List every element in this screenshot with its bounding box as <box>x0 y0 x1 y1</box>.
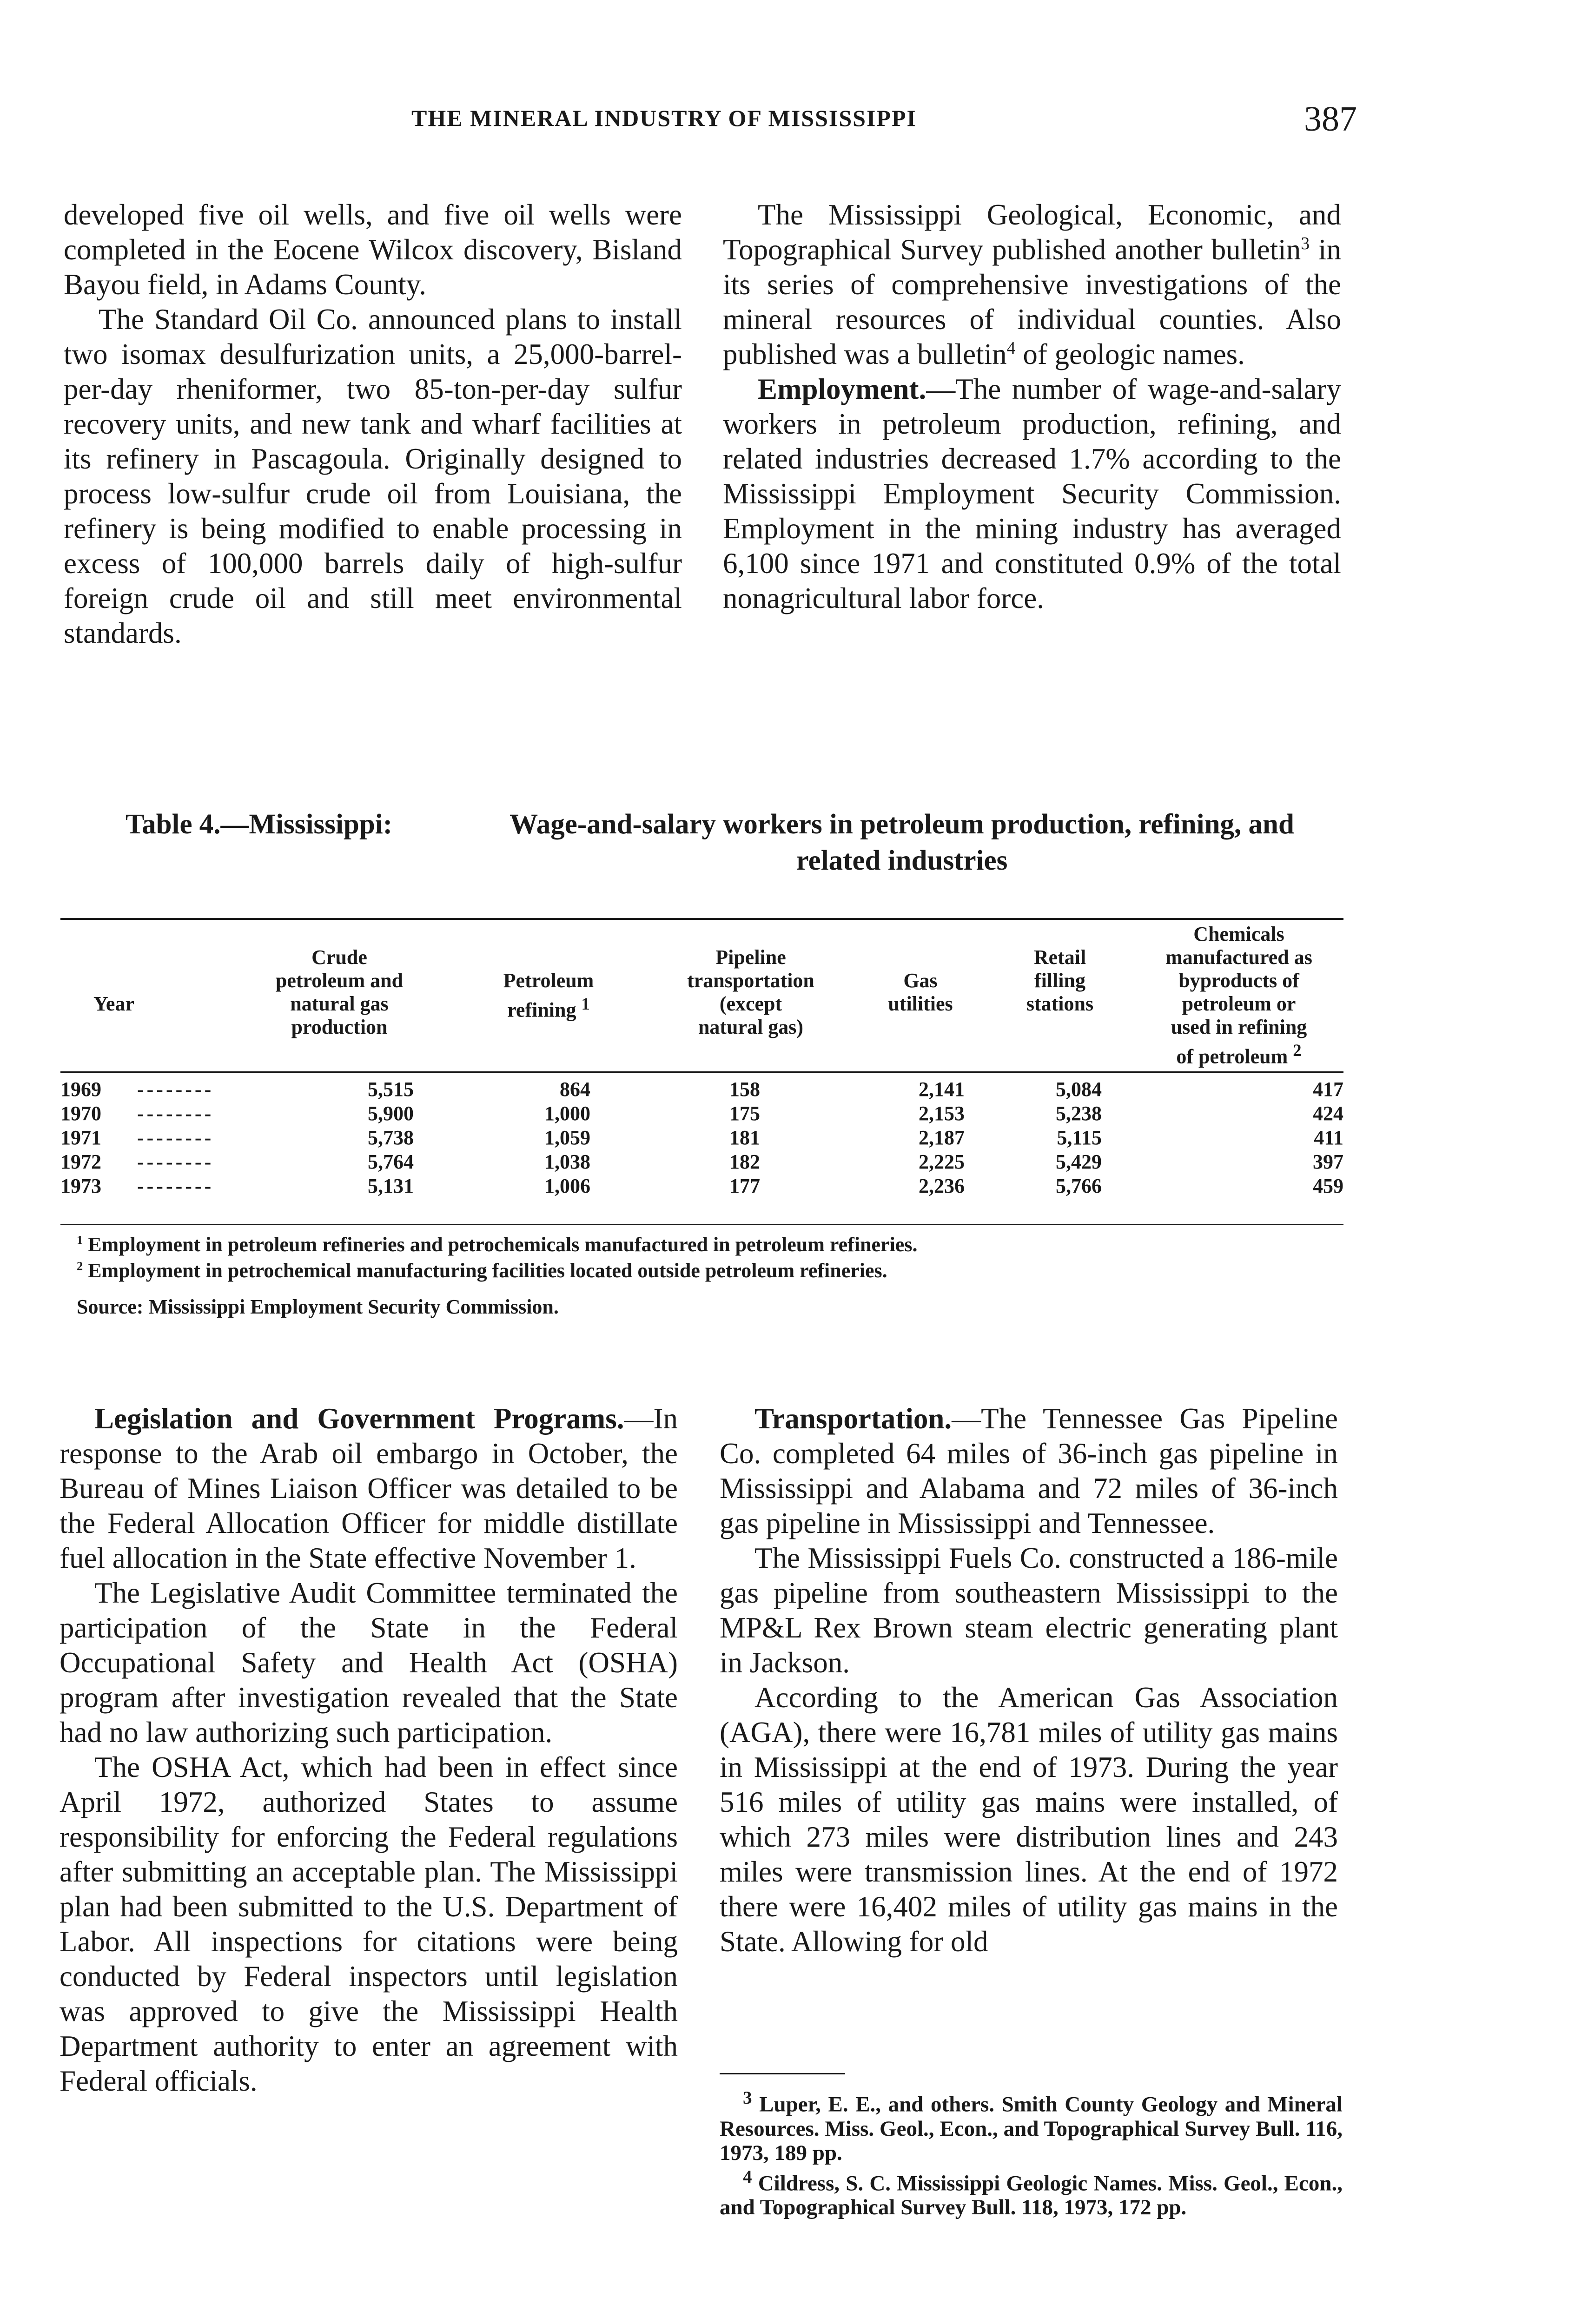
header-text: Crude <box>311 946 367 969</box>
cell-retail: 5,766 <box>1056 1175 1102 1197</box>
text-run: in its series of comprehensive investigations of the mineral resources of individual counties. Also published was a bulletin <box>723 233 1341 370</box>
header-text: used in refining <box>1171 1016 1307 1038</box>
cell-refining: 1,059 <box>544 1126 590 1149</box>
cell-chemicals: 417 <box>1313 1078 1343 1101</box>
table-rule-top <box>60 918 1343 920</box>
paragraph: The Standard Oil Co. announced plans to install two isomax desulfurization units, a 25,000-barrel-per-day rheniformer, two 85-ton-per-day sulfur recovery units, and new tank and wharf facilities at its refinery in Pascagoula. Originally designed to process low-sulfur crude oil from Louisiana, the refinery is being modified to enable processing in excess of 100,000 barrels daily of high-sulfur foreign crude oil and still meet environmental standards. <box>64 303 682 649</box>
header-text: Chemicals <box>1193 923 1284 945</box>
paragraph <box>720 1401 1338 1541</box>
text-run: The Mississippi Geological, Economic, and Topographical Survey published another bulletin <box>723 198 1341 266</box>
paragraph: The Mississippi Fuels Co. constructed a 186-mile gas pipeline from southeastern Mississippi to the MP&L Rex Brown steam electric generating plant in Jackson. <box>720 1542 1338 1679</box>
cell-refining: 1,038 <box>544 1150 590 1173</box>
column-bottom-left <box>60 1401 678 2099</box>
cell-gas: 2,153 <box>919 1102 965 1125</box>
text-run: —The Tennessee Gas Pipeline Co. completed 64 miles of 36-inch gas pipeline in Mississippi and Alabama and 72 miles of 36-inch gas pipeline in Mississippi and Tennessee. <box>720 1402 1338 1539</box>
cell-crude: 5,900 <box>368 1102 414 1125</box>
header-chemicals <box>1134 923 1343 1069</box>
footnote-ref: 3 <box>743 2088 752 2108</box>
header-text: Year <box>93 992 134 1015</box>
cell-pipeline: 182 <box>729 1150 760 1173</box>
header-text: petroleum and <box>275 969 404 992</box>
cell-retail: 5,429 <box>1056 1150 1102 1173</box>
footnote-rule <box>720 2073 845 2074</box>
leader-dots: -------- <box>137 1126 214 1149</box>
header-text: filling <box>1034 969 1086 992</box>
header-text: natural gas <box>290 992 389 1015</box>
column-top-left <box>64 198 682 651</box>
footnote-ref: 1 <box>581 994 590 1013</box>
cell-year: 1970 <box>60 1102 101 1125</box>
footnote <box>720 2165 1343 2220</box>
footnote-ref: 1 <box>77 1233 83 1247</box>
page-number: 387 <box>1304 99 1357 139</box>
header-text: (except <box>719 992 782 1015</box>
cell-year: 1972 <box>60 1150 101 1173</box>
text-run: —The number of wage-and-salary workers in petroleum production, refining, and related industries decreased 1.7% according to the Mississippi Employment Security Commission. Employment in the mining industry has averaged 6,100 since 1971 and constituted 0.9% of the total nonagricultural labor force. <box>723 373 1341 614</box>
header-pipeline <box>651 946 851 1039</box>
table-rule-header <box>60 1071 1343 1073</box>
cell-retail: 5,238 <box>1056 1102 1102 1125</box>
paragraph: developed five oil wells, and five oil wells were completed in the Eocene Wilcox discovery, Bisland Bayou field, in Adams County. <box>64 198 682 301</box>
header-text: production <box>291 1016 388 1038</box>
cell-gas: 2,141 <box>919 1078 965 1101</box>
header-text: utilities <box>888 992 953 1015</box>
footnote-ref: 3 <box>1301 234 1310 253</box>
header-text: Gas <box>903 969 938 992</box>
cell-refining: 864 <box>560 1078 590 1101</box>
paragraph: According to the American Gas Association (AGA), there were 16,781 miles of utility gas mains in Mississippi at the end of 1973. During the year 516 miles of utility gas mains were installed, of which 273 miles were distribution lines and 243 miles were transmission lines. At the end of 1972 there were 16,402 miles of utility gas mains in the State. Allowing for old <box>720 1681 1338 1958</box>
cell-year: 1973 <box>60 1175 101 1197</box>
leader-dots: -------- <box>137 1102 214 1125</box>
cell-year: 1969 <box>60 1078 101 1101</box>
cell-pipeline: 175 <box>729 1102 760 1125</box>
cell-chemicals: 459 <box>1313 1175 1343 1197</box>
header-retail <box>999 946 1120 1016</box>
table-note <box>77 1258 1355 1284</box>
table-row <box>60 1175 1343 1197</box>
paragraph <box>723 372 1341 616</box>
header-text: refining <box>507 998 576 1022</box>
footnote-ref: 2 <box>77 1259 83 1273</box>
header-refining <box>479 969 618 1022</box>
cell-year: 1971 <box>60 1126 101 1149</box>
table-notes <box>77 1232 1355 1320</box>
running-title: THE MINERAL INDUSTRY OF MISSISSIPPI <box>411 105 917 131</box>
page-header <box>0 99 1588 146</box>
cell-crude: 5,738 <box>368 1126 414 1149</box>
footnotes <box>720 2073 1343 2219</box>
cell-gas: 2,236 <box>919 1175 965 1197</box>
footnote-ref: 4 <box>1006 338 1016 358</box>
header-text: Petroleum <box>503 969 594 992</box>
table-row <box>60 1078 1343 1101</box>
header-text: of petroleum <box>1176 1045 1288 1068</box>
text-run: Luper, E. E., and others. Smith County Geology and Mineral Resources. Miss. Geol., Econ., and Topographical Survey Bull. 116, 1973, 189 pp. <box>720 2092 1343 2165</box>
header-year <box>60 992 167 1016</box>
cell-refining: 1,000 <box>544 1102 590 1125</box>
header-text: petroleum or <box>1182 992 1296 1015</box>
table-source: Source: Mississippi Employment Security Commission. <box>77 1295 559 1318</box>
footnote-ref: 2 <box>1293 1041 1302 1060</box>
paragraph: The OSHA Act, which had been in effect since April 1972, authorized States to assume responsibility for enforcing the Federal regulations after submitting an acceptable plan. The Mississippi plan had been submitted to the U.S. Department of Labor. All inspections for citations were being conducted by Federal inspectors until legislation was approved to give the Mississippi Health Department authority to enter an agreement with Federal officials. <box>60 1751 678 2097</box>
cell-pipeline: 181 <box>729 1126 760 1149</box>
section-heading: Legislation and Government Programs. <box>94 1402 624 1435</box>
cell-retail: 5,115 <box>1057 1126 1102 1149</box>
header-text: Retail <box>1033 946 1086 969</box>
cell-refining: 1,006 <box>544 1175 590 1197</box>
header-text: natural gas) <box>698 1016 804 1038</box>
paragraph <box>723 198 1341 372</box>
table-row <box>60 1103 1343 1125</box>
header-crude <box>251 946 428 1039</box>
header-text: stations <box>1026 992 1094 1015</box>
table-row <box>60 1127 1343 1149</box>
paragraph: The Legislative Audit Committee terminated the participation of the State in the Federal Occupational Safety and Health Act (OSHA) program after investigation revealed that the State had no law authorizing such participation. <box>60 1577 678 1749</box>
header-gas <box>860 969 981 1016</box>
table-note <box>77 1232 1355 1258</box>
header-text: Pipeline <box>715 946 786 969</box>
column-top-right <box>723 198 1341 616</box>
text-run: Employment in petrochemical manufacturing facilities located outside petroleum refineries. <box>83 1259 887 1282</box>
cell-retail: 5,084 <box>1056 1078 1102 1101</box>
text-run: Employment in petroleum refineries and petrochemicals manufactured in petroleum refineries. <box>83 1233 918 1256</box>
header-text <box>1134 1039 1343 1069</box>
cell-pipeline: 158 <box>729 1078 760 1101</box>
text-run: Cildress, S. C. Mississippi Geologic Names. Miss. Geol., Econ., and Topographical Survey Bull. 118, 1973, 172 pp. <box>720 2171 1343 2220</box>
leader-dots: -------- <box>137 1078 214 1101</box>
cell-gas: 2,225 <box>919 1150 965 1173</box>
cell-chemicals: 411 <box>1314 1126 1343 1149</box>
cell-gas: 2,187 <box>919 1126 965 1149</box>
leader-dots: -------- <box>137 1150 214 1173</box>
table-rule-bottom <box>60 1224 1343 1225</box>
footnote-ref: 4 <box>743 2166 752 2187</box>
table-label: Table 4.—Mississippi: <box>126 809 393 840</box>
paragraph <box>60 1401 678 1576</box>
header-text <box>479 992 618 1022</box>
footnote <box>720 2086 1343 2165</box>
leader-dots: -------- <box>137 1175 214 1197</box>
cell-pipeline: 177 <box>729 1175 760 1197</box>
header-text: transportation <box>687 969 814 992</box>
cell-crude: 5,515 <box>368 1078 414 1101</box>
cell-chemicals: 424 <box>1313 1102 1343 1125</box>
header-text: manufactured as <box>1165 946 1312 969</box>
column-bottom-right <box>720 1401 1338 1959</box>
table-row <box>60 1151 1343 1173</box>
table-title: Wage-and-salary workers in petroleum production, refining, and related industries <box>509 809 1294 876</box>
text-run: —In response to the Arab oil embargo in October, the Bureau of Mines Liaison Officer was detailed to be the Federal Allocation Officer for middle distillate fuel allocation in the State effective November 1. <box>60 1402 678 1574</box>
cell-crude: 5,764 <box>368 1150 414 1173</box>
text-run: of geologic names. <box>1015 338 1245 370</box>
header-text: byproducts of <box>1178 969 1299 992</box>
cell-crude: 5,131 <box>368 1175 414 1197</box>
cell-chemicals: 397 <box>1313 1150 1343 1173</box>
section-heading: Transportation. <box>754 1402 952 1435</box>
section-heading: Employment. <box>758 373 926 405</box>
